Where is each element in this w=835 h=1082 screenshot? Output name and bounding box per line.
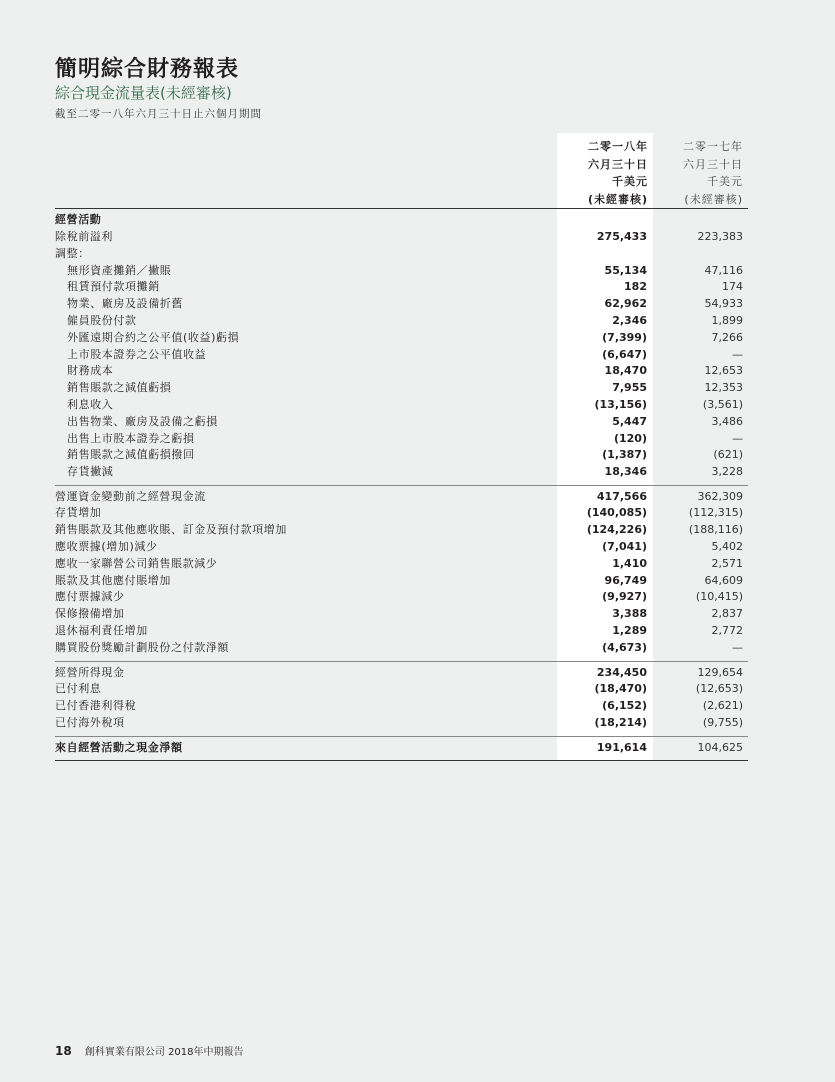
section-divider bbox=[55, 485, 748, 486]
table-row bbox=[55, 397, 748, 414]
table-row bbox=[55, 212, 748, 229]
prior-value: 47,116 bbox=[704, 263, 743, 277]
prior-value: (12,653) bbox=[695, 682, 743, 696]
row-label: 銷售賬款之減值虧損撥回 bbox=[67, 448, 195, 462]
row-label: 物業、廠房及設備折舊 bbox=[67, 297, 183, 311]
current-value: 275,433 bbox=[596, 230, 647, 243]
current-value: (18,470) bbox=[594, 682, 647, 696]
table-row bbox=[55, 606, 748, 623]
table-row bbox=[55, 665, 748, 682]
prior-period-header bbox=[643, 138, 743, 208]
prior-value: 12,653 bbox=[704, 364, 743, 378]
row-label: 調整： bbox=[55, 247, 90, 260]
prior-value: 2,571 bbox=[711, 556, 743, 570]
table-row bbox=[55, 229, 748, 246]
table-row bbox=[55, 447, 748, 464]
current-value: (124,226) bbox=[586, 523, 647, 537]
current-value: (18,214) bbox=[594, 715, 647, 729]
row-label: 無形資產攤銷／撇賬 bbox=[67, 263, 172, 277]
row-label: 出售上市股本證券之虧損 bbox=[67, 431, 195, 445]
table-row bbox=[55, 380, 748, 397]
prior-value: (9,755) bbox=[702, 715, 743, 729]
table-row bbox=[55, 363, 748, 380]
total-underline bbox=[55, 760, 748, 761]
prior-value: 104,625 bbox=[697, 741, 743, 754]
header-divider bbox=[55, 208, 748, 209]
row-label: 存貨增加 bbox=[55, 506, 102, 520]
row-label: 已付利息 bbox=[55, 682, 102, 696]
current-value: (7,399) bbox=[602, 330, 647, 344]
row-label: 僱員股份付款 bbox=[67, 313, 137, 327]
header-unit: 千美元 bbox=[707, 175, 743, 188]
prior-value: (3,561) bbox=[702, 397, 743, 411]
current-period-header bbox=[548, 138, 648, 208]
row-label: 應收一家聯營公司銷售賬款減少 bbox=[55, 556, 218, 570]
current-value: 191,614 bbox=[596, 741, 647, 754]
prior-value: 129,654 bbox=[697, 665, 743, 679]
page-title: 簡明綜合財務報表 bbox=[55, 57, 240, 82]
header-date: 六月三十日 bbox=[588, 157, 648, 171]
current-value: 2,346 bbox=[612, 313, 647, 327]
row-label: 應收票據(增加)減少 bbox=[55, 539, 158, 553]
row-label: 賬款及其他應付賬增加 bbox=[55, 573, 171, 587]
table-row bbox=[55, 296, 748, 313]
current-value: 18,470 bbox=[604, 364, 647, 378]
row-label: 出售物業、廠房及設備之虧損 bbox=[67, 414, 218, 428]
current-value: (13,156) bbox=[594, 397, 647, 411]
prior-value: — bbox=[732, 640, 743, 654]
prior-value: (10,415) bbox=[695, 590, 743, 604]
row-label: 應付票據減少 bbox=[55, 590, 125, 604]
prior-value: — bbox=[732, 347, 743, 361]
statement-title: 綜合現金流量表(未經審核) bbox=[55, 84, 232, 102]
prior-value: (112,315) bbox=[688, 506, 743, 520]
row-label: 財務成本 bbox=[67, 364, 114, 378]
table-row bbox=[55, 623, 748, 640]
table-row bbox=[55, 573, 748, 590]
table-row bbox=[55, 589, 748, 606]
table-row bbox=[55, 263, 748, 280]
current-value: (140,085) bbox=[586, 506, 647, 520]
table-row bbox=[55, 489, 748, 506]
table-row bbox=[55, 414, 748, 431]
current-value: (6,152) bbox=[602, 699, 647, 713]
current-value: 55,134 bbox=[604, 263, 647, 277]
prior-value: 174 bbox=[722, 280, 743, 294]
header-year: 二零一八年 bbox=[588, 140, 648, 153]
current-value: (7,041) bbox=[602, 539, 647, 553]
header-audit: (未經審核) bbox=[587, 192, 648, 206]
table-row bbox=[55, 522, 748, 539]
current-value: 234,450 bbox=[596, 665, 647, 679]
current-value: 1,410 bbox=[612, 556, 647, 570]
header-audit: (未經審核) bbox=[684, 192, 743, 206]
table-row bbox=[55, 505, 748, 522]
current-value: (9,927) bbox=[602, 590, 647, 604]
table-row bbox=[55, 279, 748, 296]
table-row bbox=[55, 330, 748, 347]
prior-value: — bbox=[732, 431, 743, 445]
table-row bbox=[55, 431, 748, 448]
row-label: 租賃預付款項攤銷 bbox=[67, 280, 160, 294]
prior-value: 3,228 bbox=[711, 465, 743, 479]
current-value: (6,647) bbox=[602, 347, 647, 361]
header-unit: 千美元 bbox=[612, 175, 648, 188]
current-value: (1,387) bbox=[602, 448, 647, 462]
prior-value: 64,609 bbox=[704, 573, 743, 587]
row-label: 經營活動 bbox=[55, 213, 102, 226]
table-row bbox=[55, 539, 748, 556]
table-row bbox=[55, 313, 748, 330]
prior-value: 12,353 bbox=[704, 381, 743, 395]
footer-text: 創科實業有限公司 2018年中期報告 bbox=[84, 1047, 244, 1058]
row-label: 除稅前溢利 bbox=[55, 230, 113, 243]
header-date: 六月三十日 bbox=[683, 157, 743, 171]
row-label: 經營所得現金 bbox=[55, 665, 125, 679]
row-label: 已付香港利得稅 bbox=[55, 699, 137, 713]
row-label: 來自經營活動之現金淨額 bbox=[55, 741, 183, 754]
row-label: 保修撥備增加 bbox=[55, 607, 125, 621]
page-number: 18 bbox=[55, 1044, 72, 1058]
current-value: 7,955 bbox=[612, 381, 647, 395]
row-label: 銷售賬款及其他應收賬、訂金及預付款項增加 bbox=[55, 523, 287, 537]
prior-value: 1,899 bbox=[711, 313, 743, 327]
section-divider bbox=[55, 661, 748, 662]
current-value: 3,388 bbox=[612, 607, 647, 621]
table-row bbox=[55, 246, 748, 263]
prior-value: 2,837 bbox=[711, 607, 743, 621]
table-row bbox=[55, 556, 748, 573]
table-row bbox=[55, 464, 748, 481]
row-label: 利息收入 bbox=[67, 397, 114, 411]
header-year: 二零一七年 bbox=[683, 140, 743, 153]
prior-value: 54,933 bbox=[704, 297, 743, 311]
row-label: 外匯遠期合約之公平值(收益)虧損 bbox=[67, 330, 240, 344]
prior-value: 223,383 bbox=[697, 230, 743, 243]
row-label: 購買股份獎勵計劃股份之付款淨額 bbox=[55, 640, 229, 654]
current-value: 182 bbox=[624, 280, 647, 294]
current-value: 96,749 bbox=[604, 573, 647, 587]
table-row bbox=[55, 698, 748, 715]
prior-value: 5,402 bbox=[711, 539, 743, 553]
table-row bbox=[55, 640, 748, 657]
prior-value: (188,116) bbox=[688, 523, 743, 537]
current-value: 62,962 bbox=[604, 297, 647, 311]
current-value: 5,447 bbox=[612, 414, 647, 428]
row-label: 存貨撇減 bbox=[67, 465, 114, 479]
row-label: 已付海外稅項 bbox=[55, 715, 125, 729]
current-value: 417,566 bbox=[596, 489, 647, 503]
total-row bbox=[55, 740, 748, 757]
table-row bbox=[55, 681, 748, 698]
prior-value: 362,309 bbox=[697, 489, 743, 503]
current-value: 1,289 bbox=[612, 623, 647, 637]
row-label: 上市股本證券之公平值收益 bbox=[67, 347, 207, 361]
current-value: 18,346 bbox=[604, 465, 647, 479]
prior-value: (2,621) bbox=[702, 699, 743, 713]
prior-value: 2,772 bbox=[711, 623, 743, 637]
prior-value: 3,486 bbox=[711, 414, 743, 428]
period-text: 截至二零一八年六月三十日止六個月期間 bbox=[55, 108, 262, 120]
current-value: (120) bbox=[613, 431, 647, 445]
row-label: 退休福利責任增加 bbox=[55, 623, 148, 637]
table-row bbox=[55, 347, 748, 364]
row-label: 營運資金變動前之經營現金流 bbox=[55, 489, 206, 503]
section-divider bbox=[55, 736, 748, 737]
table-row bbox=[55, 715, 748, 732]
prior-value: (621) bbox=[713, 448, 743, 462]
row-label: 銷售賬款之減值虧損 bbox=[67, 381, 172, 395]
current-value: (4,673) bbox=[602, 640, 647, 654]
prior-value: 7,266 bbox=[711, 330, 743, 344]
page-footer bbox=[55, 1043, 244, 1058]
